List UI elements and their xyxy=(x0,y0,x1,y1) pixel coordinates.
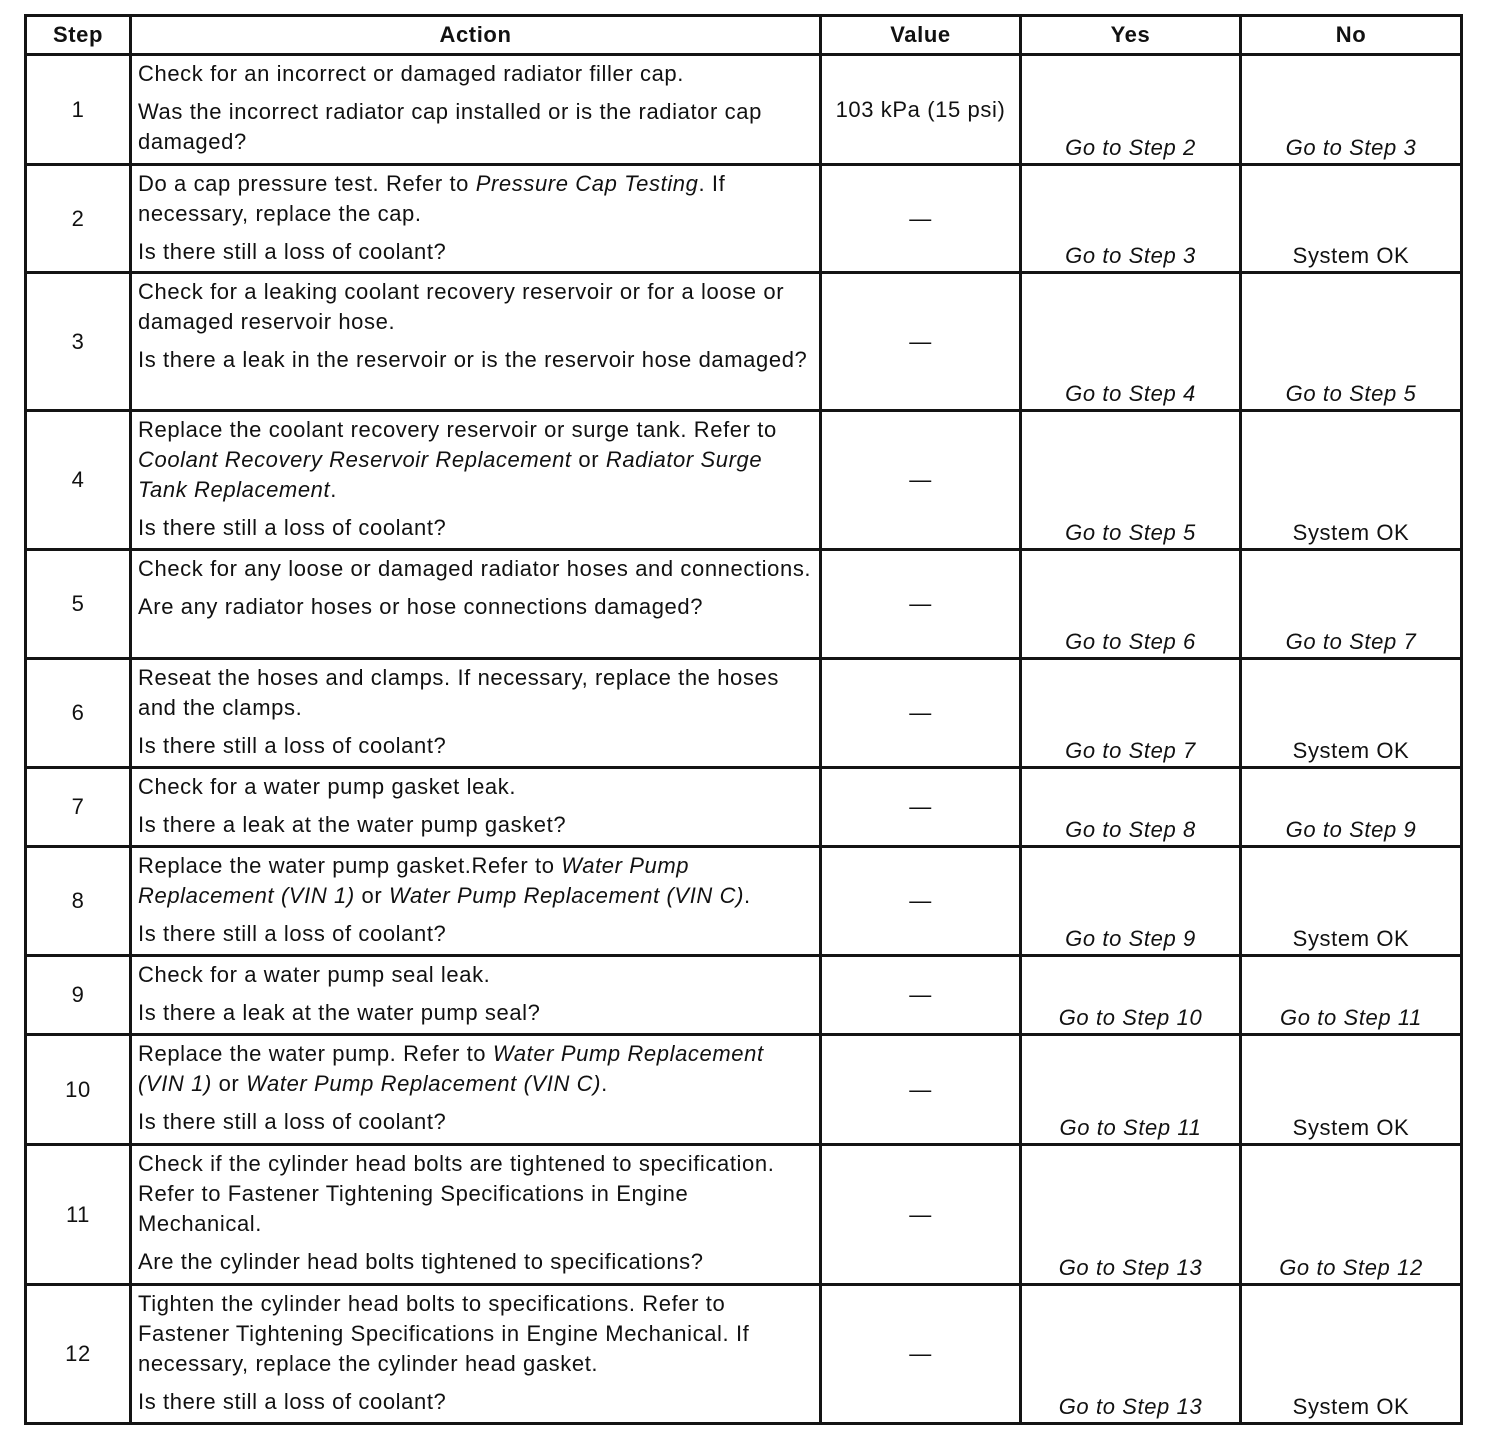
no-cell xyxy=(1241,165,1462,273)
yes-result: Go to Step 9 xyxy=(1065,926,1196,951)
action-text: Is there still a loss of coolant? xyxy=(138,515,447,540)
action-text: Replace the water pump gasket.Refer to xyxy=(138,853,562,878)
action-text: or xyxy=(571,447,606,472)
action-question xyxy=(138,592,813,622)
yes-result: Go to Step 2 xyxy=(1065,135,1196,160)
yes-result: Go to Step 7 xyxy=(1065,738,1196,763)
step-number: 10 xyxy=(26,1035,131,1145)
action-cell xyxy=(131,1285,821,1424)
action-text: or xyxy=(354,883,389,908)
no-result: Go to Step 5 xyxy=(1285,381,1417,406)
yes-result: Go to Step 11 xyxy=(1059,1115,1202,1140)
step-number: 2 xyxy=(26,165,131,273)
table-row xyxy=(26,847,1462,956)
yes-result: Go to Step 3 xyxy=(1065,243,1196,268)
yes-cell xyxy=(1021,847,1241,956)
procedure-reference: Coolant Recovery Reservoir Replacement xyxy=(138,447,572,472)
action-question xyxy=(138,919,813,949)
yes-cell xyxy=(1021,659,1241,768)
yes-cell xyxy=(1021,273,1241,411)
no-result: System OK xyxy=(1292,738,1410,763)
value-cell: — xyxy=(821,165,1021,273)
no-result: Go to Step 12 xyxy=(1279,1255,1423,1280)
action-instruction xyxy=(138,663,813,723)
action-instruction xyxy=(138,772,813,802)
yes-result: Go to Step 13 xyxy=(1058,1394,1203,1419)
diagnostic-table xyxy=(24,14,1463,1425)
no-cell xyxy=(1241,659,1462,768)
table-row xyxy=(26,165,1462,273)
action-text: Is there a leak in the reservoir or is the reservoir hose damaged? xyxy=(138,347,808,372)
action-text: Tighten the cylinder head bolts to specifications. Refer to Fastener Tightening Specifications in Engine Mechanical. If necessary, replace the cylinder head gasket. xyxy=(138,1291,750,1376)
action-text: . xyxy=(601,1071,608,1096)
yes-result: Go to Step 10 xyxy=(1058,1005,1203,1030)
value-cell: — xyxy=(821,1145,1021,1285)
yes-cell xyxy=(1021,550,1241,659)
action-cell xyxy=(131,1145,821,1285)
action-cell xyxy=(131,165,821,273)
no-cell xyxy=(1241,1145,1462,1285)
no-result: System OK xyxy=(1292,243,1410,268)
yes-cell xyxy=(1021,1035,1241,1145)
header-value: Value xyxy=(821,16,1021,55)
table-row xyxy=(26,768,1462,847)
no-cell xyxy=(1241,273,1462,411)
yes-result: Go to Step 13 xyxy=(1058,1255,1203,1280)
action-text: Check if the cylinder head bolts are tightened to specification. Refer to Fastener Tightening Specifications in Engine Mechanical. xyxy=(138,1151,775,1236)
no-result: System OK xyxy=(1292,1394,1410,1419)
action-cell xyxy=(131,659,821,768)
action-question xyxy=(138,1387,813,1417)
action-instruction xyxy=(138,851,813,911)
action-cell xyxy=(131,956,821,1035)
value-cell: — xyxy=(821,1285,1021,1424)
action-text: Is there still a loss of coolant? xyxy=(138,239,447,264)
action-question xyxy=(138,513,813,543)
step-number: 4 xyxy=(26,411,131,550)
action-cell xyxy=(131,550,821,659)
yes-cell xyxy=(1021,956,1241,1035)
step-number: 9 xyxy=(26,956,131,1035)
action-question xyxy=(138,237,813,267)
procedure-reference: Water Pump Replacement (VIN C) xyxy=(389,883,745,908)
action-cell xyxy=(131,1035,821,1145)
step-number: 8 xyxy=(26,847,131,956)
action-text: Check for a water pump gasket leak. xyxy=(138,774,517,799)
action-text: Reseat the hoses and clamps. If necessary, replace the hoses and the clamps. xyxy=(138,665,779,720)
no-result: System OK xyxy=(1292,1115,1410,1140)
action-text: Was the incorrect radiator cap installed or is the radiator cap damaged? xyxy=(138,99,762,154)
table-row xyxy=(26,956,1462,1035)
value-cell: — xyxy=(821,768,1021,847)
no-result: System OK xyxy=(1292,926,1410,951)
no-cell xyxy=(1241,847,1462,956)
header-yes: Yes xyxy=(1021,16,1241,55)
value-cell: — xyxy=(821,550,1021,659)
action-text: Is there still a loss of coolant? xyxy=(138,733,447,758)
action-question xyxy=(138,1247,813,1277)
yes-cell xyxy=(1021,1145,1241,1285)
action-text: Do a cap pressure test. Refer to xyxy=(138,171,476,196)
action-text: Check for a water pump seal leak. xyxy=(138,962,491,987)
action-question xyxy=(138,345,813,375)
action-cell xyxy=(131,768,821,847)
value-cell: — xyxy=(821,273,1021,411)
action-instruction xyxy=(138,1039,813,1099)
header-row xyxy=(26,16,1462,55)
action-question xyxy=(138,810,813,840)
action-text: Is there a leak at the water pump seal? xyxy=(138,1000,541,1025)
action-text: Check for an incorrect or damaged radiator filler cap. xyxy=(138,61,684,86)
action-cell xyxy=(131,411,821,550)
yes-cell xyxy=(1021,55,1241,165)
no-cell xyxy=(1241,55,1462,165)
step-number: 11 xyxy=(26,1145,131,1285)
action-text: Are any radiator hoses or hose connections damaged? xyxy=(138,594,704,619)
step-number: 3 xyxy=(26,273,131,411)
action-question xyxy=(138,97,813,157)
value-cell: — xyxy=(821,956,1021,1035)
header-step: Step xyxy=(26,16,131,55)
no-cell xyxy=(1241,768,1462,847)
action-text: Replace the water pump. Refer to xyxy=(138,1041,493,1066)
table-row xyxy=(26,1035,1462,1145)
value-cell: — xyxy=(821,1035,1021,1145)
action-text: Is there still a loss of coolant? xyxy=(138,921,447,946)
action-text: . xyxy=(744,883,751,908)
table-row xyxy=(26,1285,1462,1424)
action-instruction xyxy=(138,1149,813,1239)
table-row xyxy=(26,1145,1462,1285)
header-no: No xyxy=(1241,16,1462,55)
action-instruction xyxy=(138,415,813,505)
table-row xyxy=(26,55,1462,165)
action-instruction xyxy=(138,554,813,584)
yes-result: Go to Step 5 xyxy=(1065,520,1196,545)
value-cell: 103 kPa (15 psi) xyxy=(821,55,1021,165)
header-action: Action xyxy=(131,16,821,55)
value-cell: — xyxy=(821,411,1021,550)
step-number: 1 xyxy=(26,55,131,165)
yes-result: Go to Step 4 xyxy=(1065,381,1196,406)
action-instruction xyxy=(138,1289,813,1379)
no-cell xyxy=(1241,956,1462,1035)
no-cell xyxy=(1241,411,1462,550)
step-number: 6 xyxy=(26,659,131,768)
action-cell xyxy=(131,55,821,165)
action-text: Are the cylinder head bolts tightened to specifications? xyxy=(138,1249,704,1274)
step-number: 5 xyxy=(26,550,131,659)
yes-result: Go to Step 6 xyxy=(1065,629,1196,654)
action-text: Is there still a loss of coolant? xyxy=(138,1389,447,1414)
action-instruction xyxy=(138,960,813,990)
no-result: Go to Step 11 xyxy=(1280,1005,1422,1030)
action-question xyxy=(138,998,813,1028)
value-cell: — xyxy=(821,659,1021,768)
procedure-reference: Water Pump Replacement (VIN 1) xyxy=(138,853,690,908)
no-result: System OK xyxy=(1292,520,1410,545)
action-text: . If necessary, replace the cap. xyxy=(138,171,726,226)
table-row xyxy=(26,411,1462,550)
action-cell xyxy=(131,273,821,411)
action-cell xyxy=(131,847,821,956)
action-text: or xyxy=(211,1071,247,1096)
action-question xyxy=(138,731,813,761)
table-row xyxy=(26,550,1462,659)
yes-cell xyxy=(1021,768,1241,847)
procedure-reference: Pressure Cap Testing xyxy=(475,171,699,196)
no-cell xyxy=(1241,1285,1462,1424)
no-result: Go to Step 7 xyxy=(1285,629,1417,654)
value-cell: — xyxy=(821,847,1021,956)
yes-result: Go to Step 8 xyxy=(1065,817,1196,842)
action-text: Check for a leaking coolant recovery reservoir or for a loose or damaged reservoir hose. xyxy=(138,279,785,334)
action-text: Is there still a loss of coolant? xyxy=(138,1109,447,1134)
procedure-reference: Water Pump Replacement (VIN 1) xyxy=(138,1041,764,1096)
yes-cell xyxy=(1021,1285,1241,1424)
action-text: . xyxy=(330,477,337,502)
procedure-reference: Water Pump Replacement (VIN C) xyxy=(246,1071,602,1096)
table-row xyxy=(26,659,1462,768)
table-row xyxy=(26,273,1462,411)
action-instruction xyxy=(138,277,813,337)
no-result: Go to Step 3 xyxy=(1285,135,1417,160)
no-cell xyxy=(1241,550,1462,659)
no-result: Go to Step 9 xyxy=(1285,817,1417,842)
action-text: Is there a leak at the water pump gasket? xyxy=(138,812,567,837)
action-text: Check for any loose or damaged radiator hoses and connections. xyxy=(138,556,812,581)
step-number: 12 xyxy=(26,1285,131,1424)
step-number: 7 xyxy=(26,768,131,847)
procedure-reference: Radiator Surge Tank Replacement xyxy=(138,447,763,502)
action-text: Replace the coolant recovery reservoir or surge tank. Refer to xyxy=(138,417,777,442)
yes-cell xyxy=(1021,165,1241,273)
action-instruction xyxy=(138,59,813,89)
no-cell xyxy=(1241,1035,1462,1145)
action-question xyxy=(138,1107,813,1137)
action-instruction xyxy=(138,169,813,229)
yes-cell xyxy=(1021,411,1241,550)
